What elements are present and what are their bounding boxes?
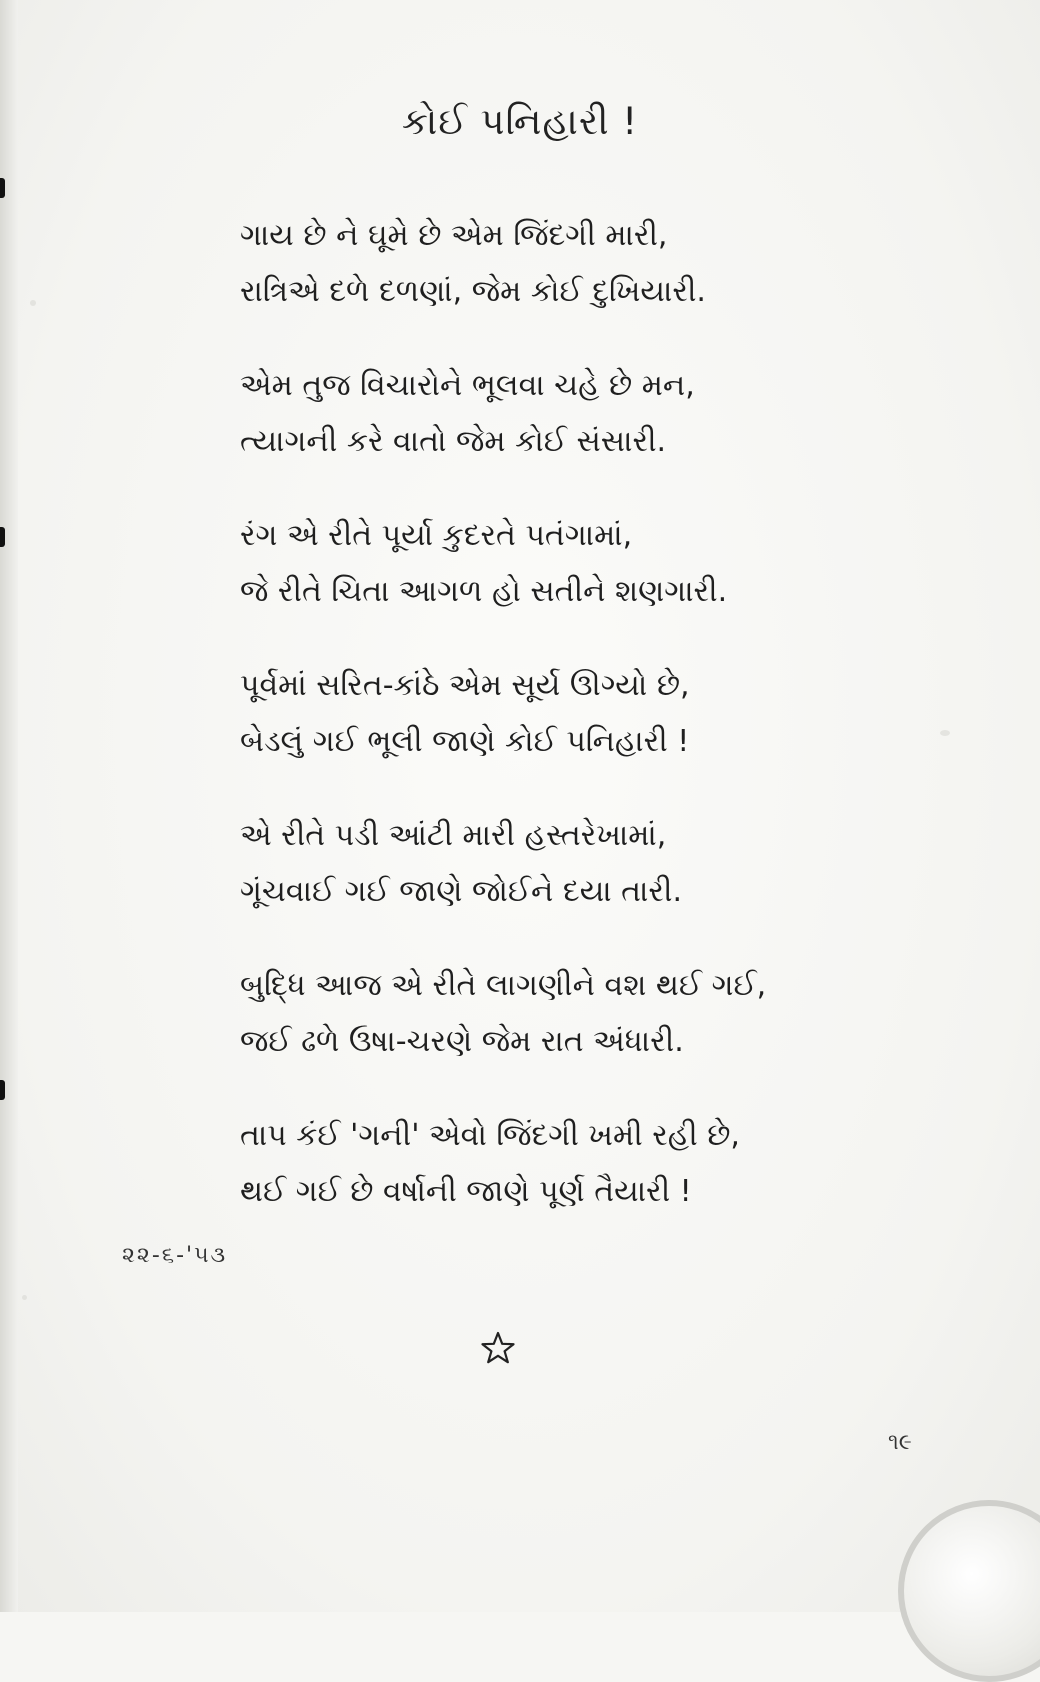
poem-line: રંગ એ રીતે પૂર્યા કુદરતે પતંગામાં, (240, 518, 633, 553)
star-outline-icon (480, 1330, 516, 1366)
poem-line: તાપ કંઈ 'ગની' એવો જિંદગી ખમી રહી છે, (240, 1118, 740, 1153)
poem-line: બેડલું ગઈ ભૂલી જાણે કોઈ પનિહારી ! (240, 724, 690, 759)
poem-line: બુદ્ધિ આજ એ રીતે લાગણીને વશ થઈ ગઈ, (240, 968, 767, 1003)
poem-line: ગાય છે ને ઘૂમે છે એમ જિંદગી મારી, (240, 218, 668, 253)
stanza (240, 358, 780, 470)
stanza (240, 958, 780, 1070)
poem-line: ત્યાગની કરે વાતો જેમ કોઈ સંસારી. (240, 424, 667, 459)
stanza (240, 808, 780, 920)
stanza (240, 658, 780, 770)
page-corner-curl (898, 1500, 1040, 1682)
stanza (240, 508, 780, 620)
page-spine-shadow (0, 0, 18, 1612)
paper-speck (940, 730, 950, 736)
poem-title: કોઈ પનિહારી ! (401, 100, 639, 143)
poem-body (240, 208, 780, 1258)
poem-line: એમ તુજ વિચારોને ભૂલવા ચહે છે મન, (240, 368, 695, 403)
poem-line: ગૂંચવાઈ ગઈ જાણે જોઈને દયા તારી. (240, 874, 683, 909)
poem-line: થઈ ગઈ છે વર્ષાની જાણે પૂર્ણ તૈયારી ! (240, 1174, 692, 1209)
poem-line: જે રીતે ચિતા આગળ હો સતીને શણગારી. (240, 574, 728, 609)
paper-speck (22, 1295, 27, 1300)
poem-date: ૨૨-૬-'૫૩ (122, 1243, 228, 1268)
paper-speck (30, 300, 36, 306)
poem-line: એ રીતે પડી આંટી મારી હસ્તરેખામાં, (240, 818, 667, 853)
poem-line: રાત્રિએ દળે દળણાં, જેમ કોઈ દુખિયારી. (240, 274, 706, 309)
binding-mark (0, 1080, 5, 1100)
poem-line: પૂર્વમાં સરિત-કાંઠે એમ સૂર્ય ઊગ્યો છે, (240, 668, 690, 703)
stanza (240, 1108, 780, 1220)
page-number: ૧૯ (888, 1430, 912, 1455)
poem-line: જઈ ઢળે ઉષા-ચરણે જેમ રાત અંધારી. (240, 1024, 684, 1059)
stanza (240, 208, 780, 320)
binding-mark (0, 527, 5, 547)
binding-mark (0, 178, 5, 198)
